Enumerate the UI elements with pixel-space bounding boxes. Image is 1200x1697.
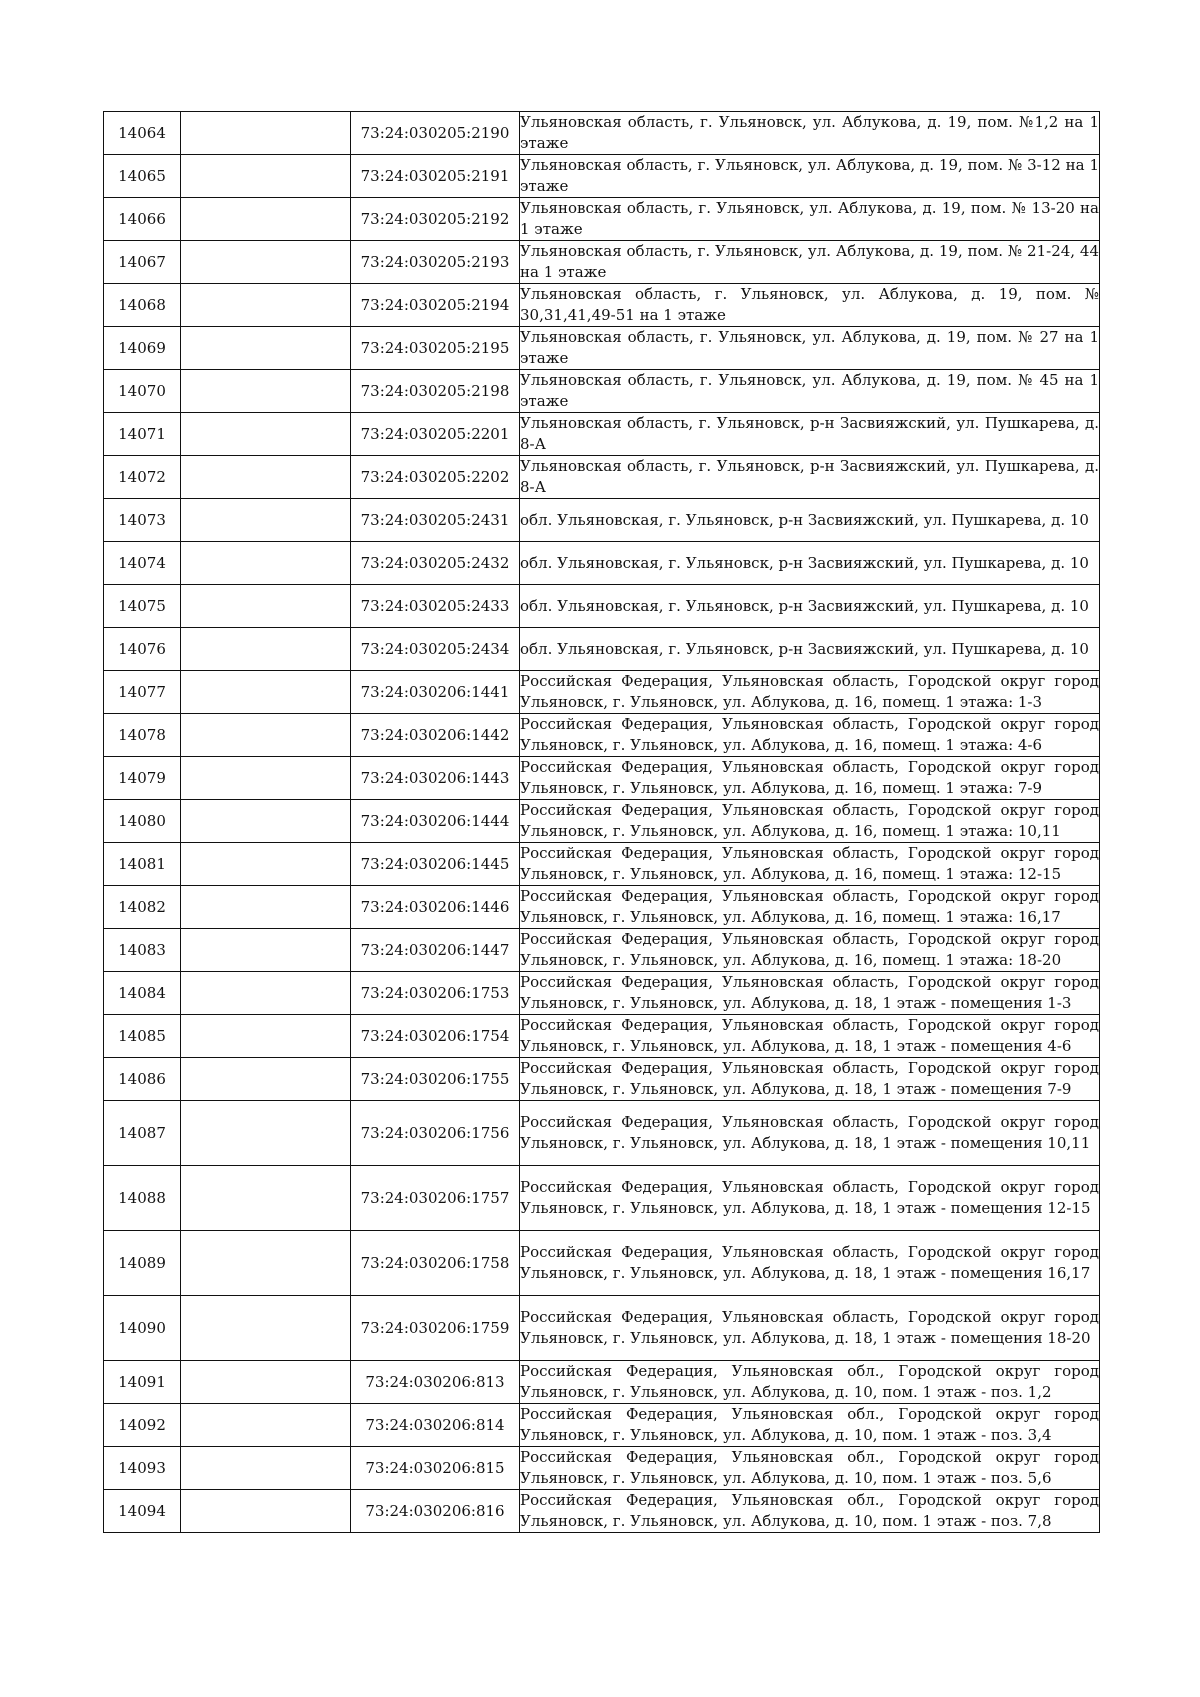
empty-cell <box>181 714 351 757</box>
address: обл. Ульяновская, г. Ульяновск, р-н Засвияжский, ул. Пушкарева, д. 10 <box>520 585 1100 628</box>
row-number: 14093 <box>104 1447 181 1490</box>
address: Российская Федерация, Ульяновская область, Городской округ город Ульяновск, г. Ульяновск, ул. Аблукова, д. 16, помещ. 1 этажа: 10,11 <box>520 800 1100 843</box>
row-number: 14081 <box>104 843 181 886</box>
row-number: 14078 <box>104 714 181 757</box>
empty-cell <box>181 413 351 456</box>
table-row <box>104 284 1100 327</box>
empty-cell <box>181 1166 351 1231</box>
empty-cell <box>181 972 351 1015</box>
cadastral-number: 73:24:030206:816 <box>351 1490 520 1533</box>
empty-cell <box>181 542 351 585</box>
cadastral-number: 73:24:030205:2432 <box>351 542 520 585</box>
empty-cell <box>181 628 351 671</box>
empty-cell <box>181 370 351 413</box>
cadastral-number: 73:24:030205:2190 <box>351 112 520 155</box>
empty-cell <box>181 886 351 929</box>
empty-cell <box>181 1101 351 1166</box>
table-row <box>104 1101 1100 1166</box>
table-row <box>104 972 1100 1015</box>
address: Российская Федерация, Ульяновская обл., Городской округ город Ульяновск, г. Ульяновск, ул. Аблукова, д. 10, пом. 1 этаж - поз. 3,4 <box>520 1404 1100 1447</box>
row-number: 14068 <box>104 284 181 327</box>
row-number: 14076 <box>104 628 181 671</box>
cadastral-number: 73:24:030206:1759 <box>351 1296 520 1361</box>
address: Ульяновская область, г. Ульяновск, ул. Аблукова, д. 19, пом. № 30,31,41,49-51 на 1 этаже <box>520 284 1100 327</box>
cadastral-number: 73:24:030206:1447 <box>351 929 520 972</box>
row-number: 14094 <box>104 1490 181 1533</box>
registry-table <box>103 111 1100 1533</box>
table-row <box>104 1404 1100 1447</box>
address: Ульяновская область, г. Ульяновск, ул. Аблукова, д. 19, пом. № 45 на 1 этаже <box>520 370 1100 413</box>
row-number: 14088 <box>104 1166 181 1231</box>
address: обл. Ульяновская, г. Ульяновск, р-н Засвияжский, ул. Пушкарева, д. 10 <box>520 628 1100 671</box>
address: Ульяновская область, г. Ульяновск, р-н Засвияжский, ул. Пушкарева, д. 8-А <box>520 456 1100 499</box>
address: Российская Федерация, Ульяновская область, Городской округ город Ульяновск, г. Ульяновск, ул. Аблукова, д. 18, 1 этаж - помещения 4-6 <box>520 1015 1100 1058</box>
table-row <box>104 542 1100 585</box>
address: Ульяновская область, г. Ульяновск, ул. Аблукова, д. 19, пом. № 3-12 на 1 этаже <box>520 155 1100 198</box>
cadastral-number: 73:24:030206:1445 <box>351 843 520 886</box>
row-number: 14090 <box>104 1296 181 1361</box>
empty-cell <box>181 327 351 370</box>
row-number: 14092 <box>104 1404 181 1447</box>
empty-cell <box>181 198 351 241</box>
table-row <box>104 1490 1100 1533</box>
row-number: 14065 <box>104 155 181 198</box>
empty-cell <box>181 800 351 843</box>
address: Российская Федерация, Ульяновская область, Городской округ город Ульяновск, г. Ульяновск, ул. Аблукова, д. 18, 1 этаж - помещения 18-20 <box>520 1296 1100 1361</box>
empty-cell <box>181 241 351 284</box>
address: Российская Федерация, Ульяновская обл., Городской округ город Ульяновск, г. Ульяновск, ул. Аблукова, д. 10, пом. 1 этаж - поз. 5,6 <box>520 1447 1100 1490</box>
address: Ульяновская область, г. Ульяновск, ул. Аблукова, д. 19, пом. № 21-24, 44 на 1 этаже <box>520 241 1100 284</box>
table-row <box>104 1447 1100 1490</box>
row-number: 14069 <box>104 327 181 370</box>
row-number: 14086 <box>104 1058 181 1101</box>
table-row <box>104 671 1100 714</box>
table-row <box>104 886 1100 929</box>
cadastral-number: 73:24:030205:2195 <box>351 327 520 370</box>
empty-cell <box>181 1296 351 1361</box>
cadastral-number: 73:24:030205:2193 <box>351 241 520 284</box>
empty-cell <box>181 757 351 800</box>
empty-cell <box>181 1404 351 1447</box>
table-row <box>104 499 1100 542</box>
address: Российская Федерация, Ульяновская область, Городской округ город Ульяновск, г. Ульяновск, ул. Аблукова, д. 16, помещ. 1 этажа: 1-3 <box>520 671 1100 714</box>
row-number: 14075 <box>104 585 181 628</box>
empty-cell <box>181 1361 351 1404</box>
address: Российская Федерация, Ульяновская обл., Городской округ город Ульяновск, г. Ульяновск, ул. Аблукова, д. 10, пом. 1 этаж - поз. 7,8 <box>520 1490 1100 1533</box>
table-row <box>104 155 1100 198</box>
row-number: 14072 <box>104 456 181 499</box>
cadastral-number: 73:24:030205:2192 <box>351 198 520 241</box>
table-row <box>104 843 1100 886</box>
address: обл. Ульяновская, г. Ульяновск, р-н Засвияжский, ул. Пушкарева, д. 10 <box>520 499 1100 542</box>
cadastral-number: 73:24:030206:1443 <box>351 757 520 800</box>
cadastral-number: 73:24:030206:815 <box>351 1447 520 1490</box>
row-number: 14084 <box>104 972 181 1015</box>
address: Ульяновская область, г. Ульяновск, р-н Засвияжский, ул. Пушкарева, д. 8-А <box>520 413 1100 456</box>
cadastral-number: 73:24:030205:2431 <box>351 499 520 542</box>
table-row <box>104 714 1100 757</box>
row-number: 14067 <box>104 241 181 284</box>
table-row <box>104 112 1100 155</box>
table-row <box>104 585 1100 628</box>
row-number: 14085 <box>104 1015 181 1058</box>
row-number: 14079 <box>104 757 181 800</box>
empty-cell <box>181 671 351 714</box>
address: Российская Федерация, Ульяновская обл., Городской округ город Ульяновск, г. Ульяновск, ул. Аблукова, д. 10, пом. 1 этаж - поз. 1,2 <box>520 1361 1100 1404</box>
table-row <box>104 1361 1100 1404</box>
table-row <box>104 1058 1100 1101</box>
cadastral-number: 73:24:030206:1446 <box>351 886 520 929</box>
empty-cell <box>181 1447 351 1490</box>
cadastral-number: 73:24:030206:1758 <box>351 1231 520 1296</box>
address: Российская Федерация, Ульяновская область, Городской округ город Ульяновск, г. Ульяновск, ул. Аблукова, д. 18, 1 этаж - помещения 16,17 <box>520 1231 1100 1296</box>
row-number: 14080 <box>104 800 181 843</box>
table-row <box>104 413 1100 456</box>
address: Российская Федерация, Ульяновская область, Городской округ город Ульяновск, г. Ульяновск, ул. Аблукова, д. 16, помещ. 1 этажа: 7-9 <box>520 757 1100 800</box>
row-number: 14091 <box>104 1361 181 1404</box>
address: Российская Федерация, Ульяновская область, Городской округ город Ульяновск, г. Ульяновск, ул. Аблукова, д. 16, помещ. 1 этажа: 4-6 <box>520 714 1100 757</box>
registry-table-body <box>104 112 1100 1533</box>
empty-cell <box>181 1015 351 1058</box>
cadastral-number: 73:24:030205:2198 <box>351 370 520 413</box>
cadastral-number: 73:24:030205:2201 <box>351 413 520 456</box>
empty-cell <box>181 929 351 972</box>
cadastral-number: 73:24:030205:2191 <box>351 155 520 198</box>
table-row <box>104 198 1100 241</box>
cadastral-number: 73:24:030205:2434 <box>351 628 520 671</box>
table-row <box>104 1166 1100 1231</box>
table-row <box>104 800 1100 843</box>
table-row <box>104 757 1100 800</box>
empty-cell <box>181 1058 351 1101</box>
cadastral-number: 73:24:030206:1754 <box>351 1015 520 1058</box>
cadastral-number: 73:24:030206:813 <box>351 1361 520 1404</box>
empty-cell <box>181 112 351 155</box>
address: Российская Федерация, Ульяновская область, Городской округ город Ульяновск, г. Ульяновск, ул. Аблукова, д. 16, помещ. 1 этажа: 18-20 <box>520 929 1100 972</box>
cadastral-number: 73:24:030206:1756 <box>351 1101 520 1166</box>
empty-cell <box>181 284 351 327</box>
table-row <box>104 1015 1100 1058</box>
row-number: 14087 <box>104 1101 181 1166</box>
cadastral-number: 73:24:030206:1444 <box>351 800 520 843</box>
address: Российская Федерация, Ульяновская область, Городской округ город Ульяновск, г. Ульяновск, ул. Аблукова, д. 18, 1 этаж - помещения 1-3 <box>520 972 1100 1015</box>
address: Российская Федерация, Ульяновская область, Городской округ город Ульяновск, г. Ульяновск, ул. Аблукова, д. 18, 1 этаж - помещения 12-15 <box>520 1166 1100 1231</box>
table-row <box>104 241 1100 284</box>
address: обл. Ульяновская, г. Ульяновск, р-н Засвияжский, ул. Пушкарева, д. 10 <box>520 542 1100 585</box>
cadastral-number: 73:24:030205:2202 <box>351 456 520 499</box>
address: Российская Федерация, Ульяновская область, Городской округ город Ульяновск, г. Ульяновск, ул. Аблукова, д. 16, помещ. 1 этажа: 12-15 <box>520 843 1100 886</box>
row-number: 14082 <box>104 886 181 929</box>
cadastral-number: 73:24:030206:1757 <box>351 1166 520 1231</box>
address: Российская Федерация, Ульяновская область, Городской округ город Ульяновск, г. Ульяновск, ул. Аблукова, д. 18, 1 этаж - помещения 7-9 <box>520 1058 1100 1101</box>
address: Российская Федерация, Ульяновская область, Городской округ город Ульяновск, г. Ульяновск, ул. Аблукова, д. 18, 1 этаж - помещения 10,11 <box>520 1101 1100 1166</box>
row-number: 14089 <box>104 1231 181 1296</box>
row-number: 14083 <box>104 929 181 972</box>
empty-cell <box>181 843 351 886</box>
cadastral-number: 73:24:030205:2433 <box>351 585 520 628</box>
empty-cell <box>181 155 351 198</box>
row-number: 14064 <box>104 112 181 155</box>
table-row <box>104 929 1100 972</box>
row-number: 14071 <box>104 413 181 456</box>
address: Российская Федерация, Ульяновская область, Городской округ город Ульяновск, г. Ульяновск, ул. Аблукова, д. 16, помещ. 1 этажа: 16,17 <box>520 886 1100 929</box>
row-number: 14073 <box>104 499 181 542</box>
empty-cell <box>181 456 351 499</box>
empty-cell <box>181 585 351 628</box>
table-row <box>104 327 1100 370</box>
empty-cell <box>181 1490 351 1533</box>
address: Ульяновская область, г. Ульяновск, ул. Аблукова, д. 19, пом. № 13-20 на 1 этаже <box>520 198 1100 241</box>
cadastral-number: 73:24:030206:814 <box>351 1404 520 1447</box>
row-number: 14066 <box>104 198 181 241</box>
table-row <box>104 456 1100 499</box>
cadastral-number: 73:24:030206:1442 <box>351 714 520 757</box>
cadastral-number: 73:24:030206:1753 <box>351 972 520 1015</box>
empty-cell <box>181 1231 351 1296</box>
row-number: 14074 <box>104 542 181 585</box>
cadastral-number: 73:24:030206:1755 <box>351 1058 520 1101</box>
row-number: 14077 <box>104 671 181 714</box>
cadastral-number: 73:24:030206:1441 <box>351 671 520 714</box>
address: Ульяновская область, г. Ульяновск, ул. Аблукова, д. 19, пом. № 27 на 1 этаже <box>520 327 1100 370</box>
table-row <box>104 1296 1100 1361</box>
address: Ульяновская область, г. Ульяновск, ул. Аблукова, д. 19, пом. №1,2 на 1 этаже <box>520 112 1100 155</box>
empty-cell <box>181 499 351 542</box>
table-row <box>104 370 1100 413</box>
row-number: 14070 <box>104 370 181 413</box>
table-row <box>104 628 1100 671</box>
table-row <box>104 1231 1100 1296</box>
cadastral-number: 73:24:030205:2194 <box>351 284 520 327</box>
